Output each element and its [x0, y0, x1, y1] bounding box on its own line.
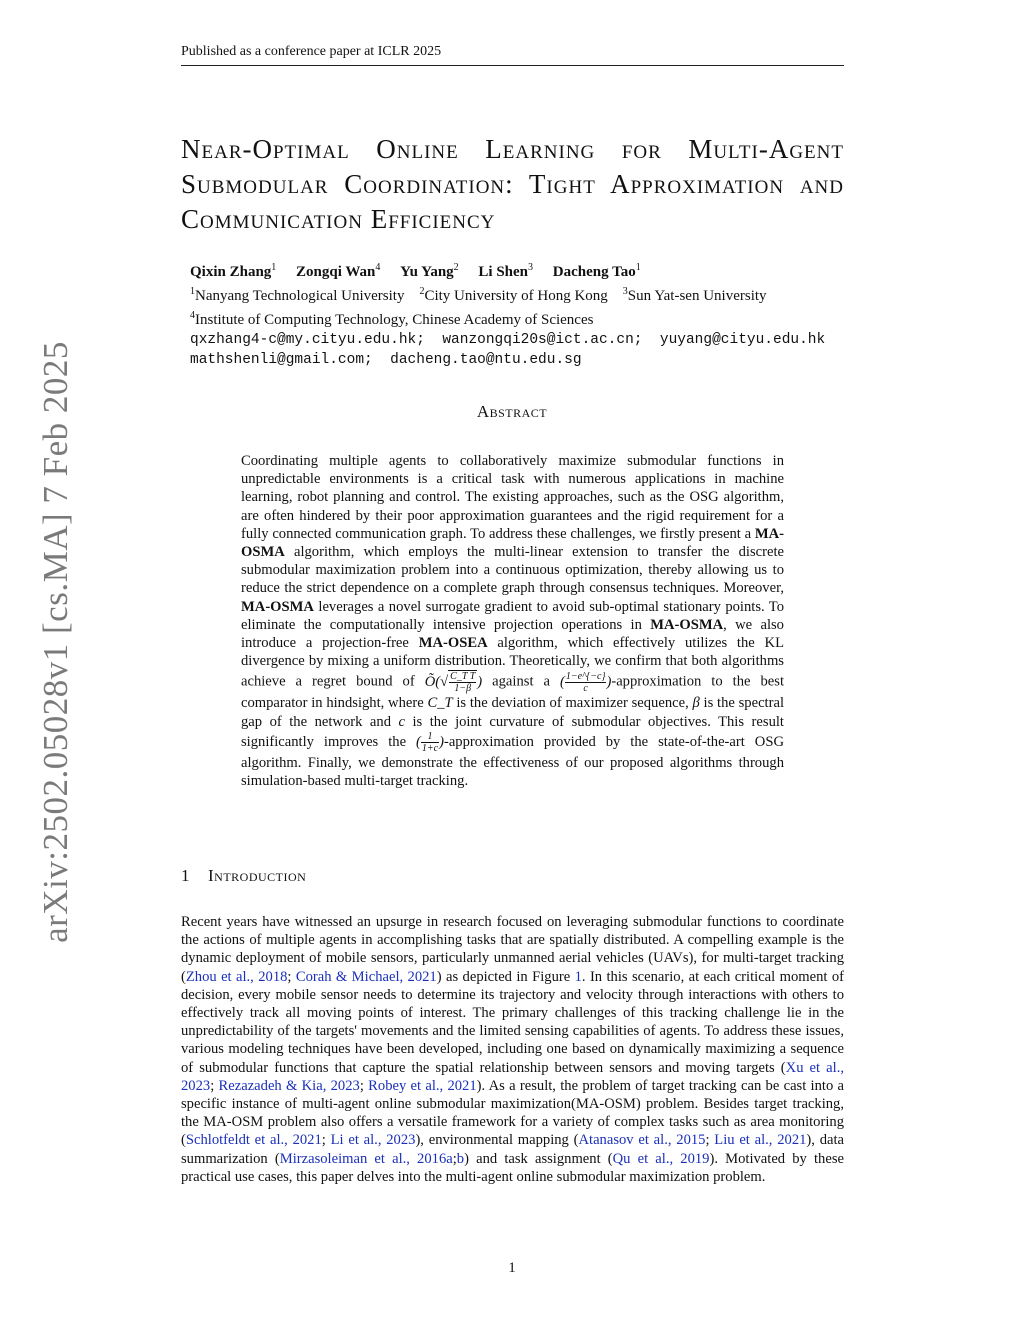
citation-link[interactable]: Rezazadeh & Kia, 2023	[218, 1077, 360, 1094]
author-block	[190, 258, 825, 370]
author-emails-line-1[interactable]: qxzhang4-c@my.cityu.edu.hk; wanzongqi20s@ict.ac.cn; yuyang@cityu.edu.hk	[190, 332, 826, 348]
citation-link[interactable]: b	[456, 1150, 465, 1167]
author-name: Zongqi Wan$^4$	[296, 262, 381, 280]
citation-link[interactable]: Qu et al., 2019	[612, 1150, 710, 1167]
author-names	[190, 258, 825, 282]
introduction-paragraph: Recent years have witnessed an upsurge in research focused on leveraging submodular functions to coordinate the actions of multiple agents in accomplishing tasks that are spatially distributed. A compelling example is the dynamic deployment of mobile sensors, particularly unmanned aerial vehicles (UAVs), for multi-target tracking (Zhou et al., 2018; Corah & Michael, 2021) as depicted in Figure 1. In this scenario, at each critical moment of decision, every mobile sensor needs to determine its trajectory and velocity through interactions with others to effectively track all moving points of interest. The primary challenges of this tracking challenge lie in the unpredictability of the targets' movements and the limited sensing capabilities of agents. To address these issues, various modeling techniques have been developed, including one based on dynamically maximizing a sequence of submodular functions that capture the spatial relationship between sensors and moving targets (Xu et al., 2023; Rezazadeh & Kia, 2023; Robey et al., 2021). As a result, the problem of target tracking can be cast into a specific instance of multi-agent online submodular maximization(MA-OSM) problem. Besides target tracking, the MA-OSM problem also offers a versatile framework for a variety of complex tasks such as area monitoring (Schlotfeldt et al., 2021; Li et al., 2023), environmental mapping (Atanasov et al., 2015; Liu et al., 2021), data summarization (Mirzasoleiman et al., 2016a;b) and task assignment (Qu et al., 2019). Motivated by these practical use cases, this paper delves into the multi-agent online submodular maximization problem.	[181, 914, 845, 1185]
section-heading-introduction: 1 Introduction	[181, 866, 307, 885]
approximation-ratio-formula: ( $\frac{1-e\^{}\{-c\}}{c}$ )	[559, 670, 612, 694]
running-header: Published as a conference paper at ICLR 2025	[181, 44, 844, 66]
citation-link[interactable]: Mirzasoleiman et al., 2016a	[279, 1150, 453, 1167]
citation-link[interactable]: Liu et al., 2021	[714, 1132, 807, 1149]
regret-bound-formula: Õ(√ $\frac{\text{C\_T T}}{1-\beta}$ )	[424, 671, 483, 695]
citation-link[interactable]: Schlotfeldt et al., 2021	[185, 1132, 322, 1149]
abstract-text: Coordinating multiple agents to collaboratively maximize submodular functions in unpredictable environments is a critical task with numerous applications in machine learning, robot planning and control. The existing approaches, such as the OSG algorithm, are often hindered by their poor approximation guarantees and the rigid requirement for a fully connected communication graph. To address these challenges, we firstly present a MA-OSMA algorithm, which employs the multi-linear extension to transfer the discrete submodular maximization problem into a continuous optimization, thereby allowing us to reduce the strict dependence on a complete graph through consensus techniques. Moreover, MA-OSMA leverages a novel surrogate gradient to avoid sub-optimal stationary points. To eliminate the computationally intensive projection operations in MA-OSMA, we also introduce a projection-free MA-OSEA algorithm, which effectively utilizes the KL divergence by mixing a uniform distribution. Theoretically, we confirm that both algorithms achieve a regret bound of Õ(√ $\frac{\text{C\_T T}}{1-\beta}$ ) against a ( $\frac{1-e\^{}\{-c\}}{c}$ )-approximation to the best comparator in hindsight, where C_T is the deviation of maximizer sequence, β is the spectral gap of the network and c is the joint curvature of submodular objectives. This result significantly improves the ( $\frac{1}{1+c}$ )-approximation provided by the state-of-the-art OSG algorithm. Finally, we demonstrate the effectiveness of our proposed algorithms through simulation-based multi-target tracking.	[241, 453, 784, 790]
citation-link[interactable]: Robey et al., 2021	[368, 1077, 477, 1094]
author-name: Dacheng Tao$^1$	[552, 262, 641, 280]
author-name: Li Shen$^3$	[478, 262, 534, 280]
citation-link[interactable]: Xu et al., 2023	[181, 1059, 844, 1094]
author-emails-line-2[interactable]: mathshenli@gmail.com; dacheng.tao@ntu.edu.sg	[190, 352, 582, 368]
osg-ratio-formula: ( $\frac{1}{1+c}$ )	[416, 730, 444, 754]
affiliations-line-2: $^4$Institute of Computing Technology, Chinese Academy of Sciences	[190, 310, 594, 328]
author-name: Qixin Zhang$^1$	[190, 262, 277, 280]
abstract-heading: Abstract	[476, 402, 548, 421]
author-name: Yu Yang$^2$	[400, 262, 459, 280]
citation-link[interactable]: Li et al., 2023	[330, 1132, 416, 1149]
citation-link[interactable]: Corah & Michael, 2021	[295, 968, 437, 985]
citation-link[interactable]: Atanasov et al., 2015	[578, 1132, 706, 1149]
figure-reference-link[interactable]: 1	[574, 968, 582, 985]
affiliations-line-1: $^1$Nanyang Technological University $^2$City University of Hong Kong $^3$Sun Yat-sen University	[190, 286, 767, 304]
citation-link[interactable]: Zhou et al., 2018	[185, 968, 288, 985]
page-number: 1	[508, 1260, 516, 1276]
paper-title: Near-Optimal Online Learning for Multi-Agent Submodular Coordination: Tight Approximation and Communication Efficiency	[181, 134, 844, 234]
arxiv-identifier-stamp[interactable]: arXiv:2502.05028v1 [cs.MA] 7 Feb 2025	[36, 341, 75, 943]
